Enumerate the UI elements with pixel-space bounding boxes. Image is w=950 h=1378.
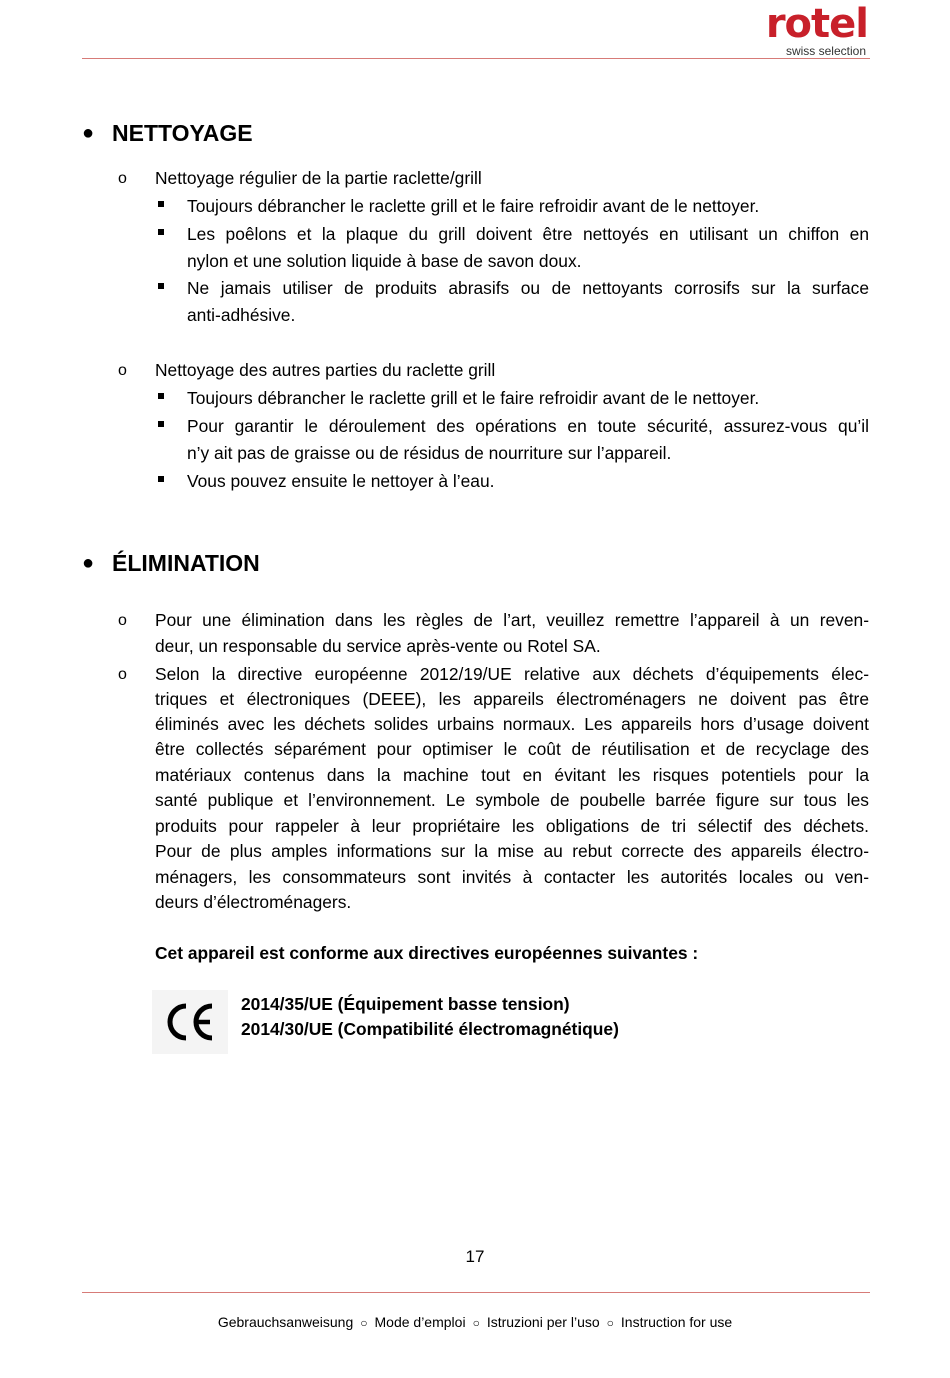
weee-paragraph-line: produits pour rappeler à leur propriétaire les obligations de tri sélectif des déchets. bbox=[155, 816, 869, 836]
ce-mark-icon bbox=[164, 1000, 216, 1044]
weee-paragraph-line: Selon la directive européenne 2012/19/UE relative aux déchets d’équipements élec- bbox=[155, 664, 869, 684]
page-number: 17 bbox=[465, 1247, 485, 1266]
list-item: Ne jamais utiliser de produits abrasifs ou de nettoyants corrosifs sur la surface bbox=[187, 278, 869, 298]
separator-icon: ○ bbox=[606, 1316, 614, 1330]
list-item: Toujours débrancher le raclette grill et le faire refroidir avant de le nettoyer. bbox=[187, 388, 760, 408]
square-bullet-icon bbox=[158, 393, 164, 399]
ce-mark bbox=[152, 990, 228, 1054]
footer-item-it: Istruzioni per l’uso bbox=[486, 1314, 600, 1330]
square-bullet-icon bbox=[158, 283, 164, 289]
conformity-heading: Cet appareil est conforme aux directives européennes suivantes : bbox=[155, 943, 699, 963]
disposal-paragraph-line: Pour une élimination dans les règles de l’art, veuillez remettre l’appareil à un reven- bbox=[155, 610, 869, 630]
subheading-other-parts: Nettoyage des autres parties du raclette grill bbox=[155, 360, 496, 380]
directive-low-voltage: 2014/35/UE (Équipement basse tension) bbox=[241, 994, 570, 1014]
list-item-continued: anti-adhésive. bbox=[187, 305, 296, 325]
bullet-icon: ● bbox=[82, 122, 95, 144]
logo-tagline: swiss selection bbox=[785, 44, 866, 58]
weee-paragraph-line: triques et électroniques (DEEE), les appareils électroménagers ne doivent pas être bbox=[155, 689, 869, 709]
square-bullet-icon bbox=[158, 476, 164, 482]
circle-bullet-icon: o bbox=[118, 170, 127, 187]
header-divider bbox=[82, 58, 870, 59]
directive-emc: 2014/30/UE (Compatibilité électromagnétique) bbox=[241, 1019, 619, 1039]
separator-icon: ○ bbox=[360, 1316, 368, 1330]
separator-icon: ○ bbox=[472, 1316, 480, 1330]
circle-bullet-icon: o bbox=[118, 612, 127, 629]
weee-paragraph-line: deurs d’électroménagers. bbox=[155, 892, 352, 912]
list-item: Toujours débrancher le raclette grill et le faire refroidir avant de le nettoyer. bbox=[187, 196, 760, 216]
list-item-continued: n’y ait pas de graisse ou de résidus de nourriture sur l’appareil. bbox=[187, 443, 672, 463]
square-bullet-icon bbox=[158, 229, 164, 235]
logo-wordmark: rotel bbox=[765, 1, 868, 47]
footer-item-fr: Mode d’emploi bbox=[374, 1314, 466, 1330]
weee-paragraph-line: être collectés séparément pour optimiser le coût de réutilisation et de recyclage des bbox=[155, 739, 869, 759]
list-item: Les poêlons et la plaque du grill doivent être nettoyés en utilisant un chiffon en bbox=[187, 224, 869, 244]
rotel-logo bbox=[722, 1, 868, 58]
square-bullet-icon bbox=[158, 201, 164, 207]
square-bullet-icon bbox=[158, 421, 164, 427]
disposal-paragraph-line: deur, un responsable du service après-vente ou Rotel SA. bbox=[155, 636, 601, 656]
circle-bullet-icon: o bbox=[118, 666, 127, 683]
weee-paragraph-line: éliminés avec les déchets solides urbains normaux. Les appareils hors d’usage doivent bbox=[155, 714, 869, 734]
list-item: Pour garantir le déroulement des opérations en toute sécurité, assurez-vous qu’il bbox=[187, 416, 869, 436]
circle-bullet-icon: o bbox=[118, 362, 127, 379]
bullet-icon: ● bbox=[82, 552, 95, 574]
weee-paragraph-line: matériaux contenus dans la machine tout en évitant les risques potentiels pour la bbox=[155, 765, 869, 785]
weee-paragraph-line: santé publique et l’environnement. Le symbole de poubelle barrée figure sur tous les bbox=[155, 790, 869, 810]
footer-languages bbox=[0, 1313, 950, 1332]
list-item-continued: nylon et une solution liquide à base de savon doux. bbox=[187, 251, 582, 271]
weee-paragraph-line: ménagers, les consommateurs sont invités à contacter les autorités locales ou ven- bbox=[155, 867, 869, 887]
footer-item-en: Instruction for use bbox=[620, 1314, 733, 1330]
list-item: Vous pouvez ensuite le nettoyer à l’eau. bbox=[187, 471, 495, 491]
subheading-regular-cleaning: Nettoyage régulier de la partie raclette/grill bbox=[155, 168, 482, 188]
weee-paragraph-line: Pour de plus amples informations sur la mise au rebut correcte des appareils électro- bbox=[155, 841, 869, 861]
footer-item-de: Gebrauchsanweisung bbox=[217, 1314, 354, 1330]
footer-divider bbox=[82, 1292, 870, 1293]
